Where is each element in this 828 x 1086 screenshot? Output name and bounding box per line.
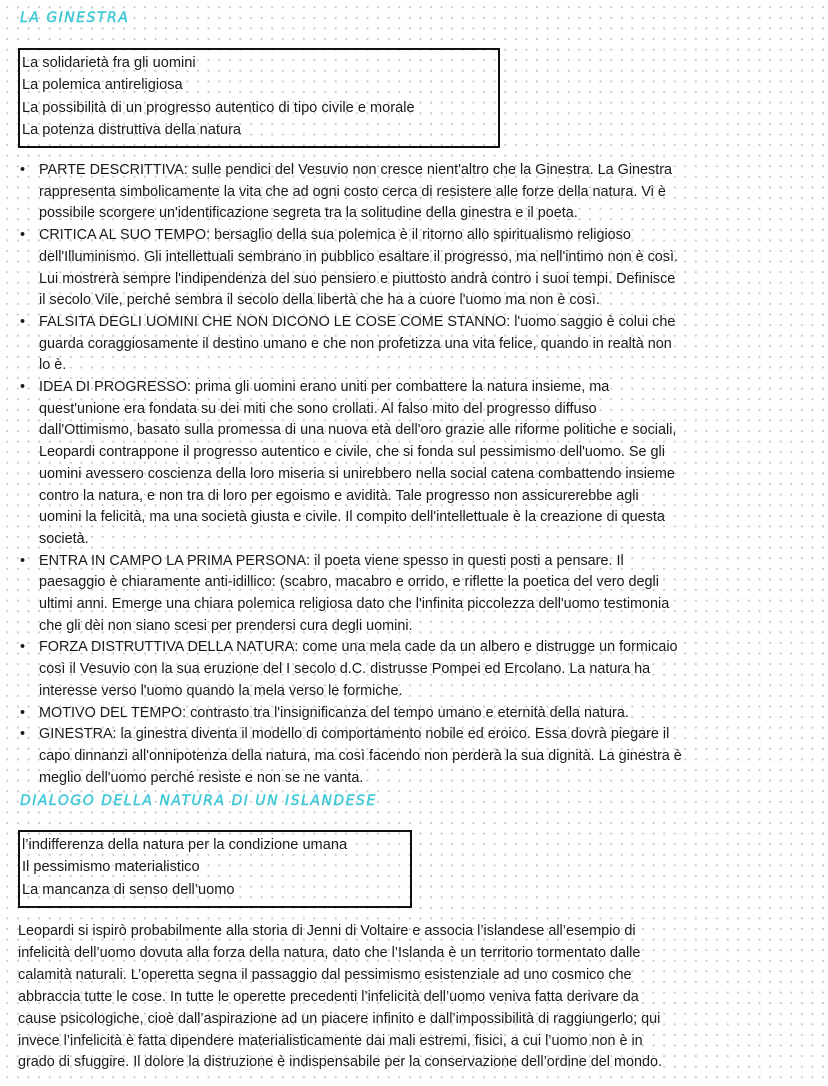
bullet-line: ENTRA IN CAMPO LA PRIMA PERSONA: il poeta viene spesso in questi posti a pensare. Il — [39, 552, 624, 569]
bullet-line: Leopardi contrappone il progresso autentico e civile, che si fonda sul pessimismo dell'uomo. Se gli — [39, 444, 665, 461]
bullet-line: rappresenta simbolicamente la vita che ad ogni costo cerca di resistere alle forze della natura. Vi è — [39, 183, 666, 200]
paragraph-line: Leopardi si ispirò probabilmente alla storia di Jenni di Voltaire e associa l’islandese all’esempio di — [18, 923, 636, 939]
bullet-line: quest'unione era fondata su dei miti che sono crollati. Al falso mito del progresso diffuso — [39, 400, 597, 417]
paragraph-line: calamità naturali. L’operetta segna il passaggio dal pessimismo esistenziale ad uno cosmico che — [18, 966, 632, 983]
bullet-item-forza-distruttiva — [18, 637, 808, 702]
bullet-dot: • — [20, 639, 26, 656]
bullet-line: uomini la felicità, ma una società giusta e civile. Il compito dell'intellettuale è la creazione di questa — [39, 509, 665, 526]
bullet-line: contro la natura, e non tra di loro per egoismo e avidità. Tale progresso non assicurerebbe agli — [39, 487, 639, 504]
bullet-line: possibile scorgere un'identificazione segreta tra la solitudine della ginestra e il poeta. — [39, 205, 578, 222]
paragraph-line: invece l’infelicità è fatta dipendere materialisticamente dai mali estremi, fisici, a cui l’uomo non è in — [18, 1032, 643, 1049]
bullet-line: che gli dèi non siano scesi per prendersi cura degli uomini. — [39, 617, 413, 634]
bullet-dot: • — [20, 313, 26, 330]
bullet-item-motivo-del-tempo — [18, 703, 808, 725]
bullet-dot: • — [20, 726, 26, 743]
bullet-line: lo è. — [39, 357, 67, 374]
bullet-item-ginestra — [18, 724, 808, 789]
bullet-item-falsita-degli-uomini — [18, 312, 808, 377]
bullet-line: guarda coraggiosamente il destino umano e che non profetizza una vita felice, quando in realtà non — [39, 335, 672, 352]
bullet-line: PARTE DESCRITTIVA: sulle pendici del Vesuvio non cresce nient'altro che la Ginestra. La Ginestra — [39, 162, 673, 178]
summary-item: l’indifferenza della natura per la condizione umana — [22, 837, 348, 853]
section-title-dialogo-islandese: DIALOGO DELLA NATURA DI UN ISLANDESE — [20, 793, 377, 809]
bullet-line: MOTIVO DEL TEMPO: contrasto tra l'insignificanza del tempo umano e eternità della natura. — [39, 704, 629, 721]
summary-item: La solidarietà fra gli uomini — [22, 55, 196, 71]
bullet-line: uomini avessero coscienza della loro miseria si unirebbero nella social catena combattendo insieme — [39, 465, 675, 482]
section-title-la-ginestra: LA GINESTRA — [20, 10, 130, 26]
bullet-line: dall'Ottimismo, basato sulla promessa di una nuova età dell'oro grazie alle riforme politiche e sociali, — [39, 422, 677, 439]
summary-item: La mancanza di senso dell’uomo — [22, 881, 235, 898]
bullet-item-parte-descrittiva — [18, 160, 808, 225]
summary-box-dialogo-islandese — [18, 830, 412, 908]
bullet-item-critica-al-suo-tempo — [18, 225, 808, 312]
bullet-line: paesaggio è chiaramente anti-idillico: (scabro, macabro e orrido, e riflette la poetica del vero degli — [39, 574, 659, 591]
bullet-line: società. — [39, 530, 89, 547]
bullet-dot: • — [20, 227, 26, 244]
bullet-line: capo dinnanzi all'onnipotenza della natura, ma così facendo non perderà la sua dignità. La ginestra è — [39, 747, 682, 764]
summary-item: La polemica antireligiosa — [22, 77, 183, 94]
summary-item: La potenza distruttiva della natura — [22, 121, 242, 138]
bullet-line: interesse verso l'uomo quando la mela verso le formiche. — [39, 682, 403, 699]
bullet-item-idea-di-progresso — [18, 377, 808, 551]
summary-box-la-ginestra — [18, 48, 500, 148]
summary-item: La possibilità di un progresso autentico di tipo civile e morale — [22, 99, 415, 116]
bullet-line: GINESTRA: la ginestra diventa il modello di comportamento nobile ed eroico. Essa dovrà piegare il — [39, 726, 670, 743]
bullet-line: meglio dell'uomo perché resiste e non se ne vanta. — [39, 769, 364, 786]
bullet-line: Lui mostrerà sempre l'indipendenza del suo pensiero e piuttosto andrà contro i suoi tempi. Definisce — [39, 270, 676, 287]
bullet-line: così il Vesuvio con la sua eruzione del I secolo d.C. distrusse Pompei ed Ercolano. La natura ha — [39, 661, 651, 678]
bullet-list-la-ginestra — [18, 160, 808, 789]
paragraph-dialogo-islandese — [18, 921, 818, 1074]
bullet-item-prima-persona — [18, 551, 808, 638]
bullet-line: FORZA DISTRUTTIVA DELLA NATURA: come una mela cade da un albero e distrugge un formicaio — [39, 639, 678, 656]
bullet-dot: • — [20, 704, 26, 721]
bullet-line: il secolo Vile, perché sembra il secolo della libertà che ha a cuore l'uomo ma non è così. — [39, 292, 600, 309]
bullet-dot: • — [20, 379, 26, 396]
summary-item: Il pessimismo materialistico — [22, 859, 200, 876]
paragraph-line: grado di sfuggire. Il dolore la distruzione è indispensabile per la conservazione dell’ordine del mondo. — [18, 1054, 662, 1071]
paragraph-line: cause psicologiche, cioè dall’aspirazione ad un piacere infinito e dall’impossibilità di raggiungerlo; qui — [18, 1010, 661, 1027]
bullet-dot: • — [20, 552, 26, 569]
bullet-line: ultimi anni. Emerge una chiara polemica religiosa dato che l'infinita piccolezza dell'uomo testimonia — [39, 596, 670, 613]
bullet-line: CRITICA AL SUO TEMPO: bersaglio della sua polemica è il ritorno allo spiritualismo religioso — [39, 227, 631, 244]
bullet-line: dell'Illuminismo. Gli intellettuali sembrano in pubblico esaltare il progresso, ma nell'intimo non è così. — [39, 248, 678, 265]
paragraph-line: infelicità dell’uomo dovuta alla forza della natura, dato che l’Islanda è un territorio tormentato dalle — [18, 944, 641, 961]
bullet-line: FALSITA DEGLI UOMINI CHE NON DICONO LE COSE COME STANNO: l'uomo saggio è colui che — [39, 313, 676, 330]
bullet-line: IDEA DI PROGRESSO: prima gli uomini erano uniti per combattere la natura insieme, ma — [39, 379, 610, 396]
bullet-dot: • — [20, 162, 26, 178]
paragraph-line: abbraccia tutte le cose. In tutte le operette precedenti l’infelicità dell’uomo veniva fatta derivare da — [18, 988, 639, 1005]
